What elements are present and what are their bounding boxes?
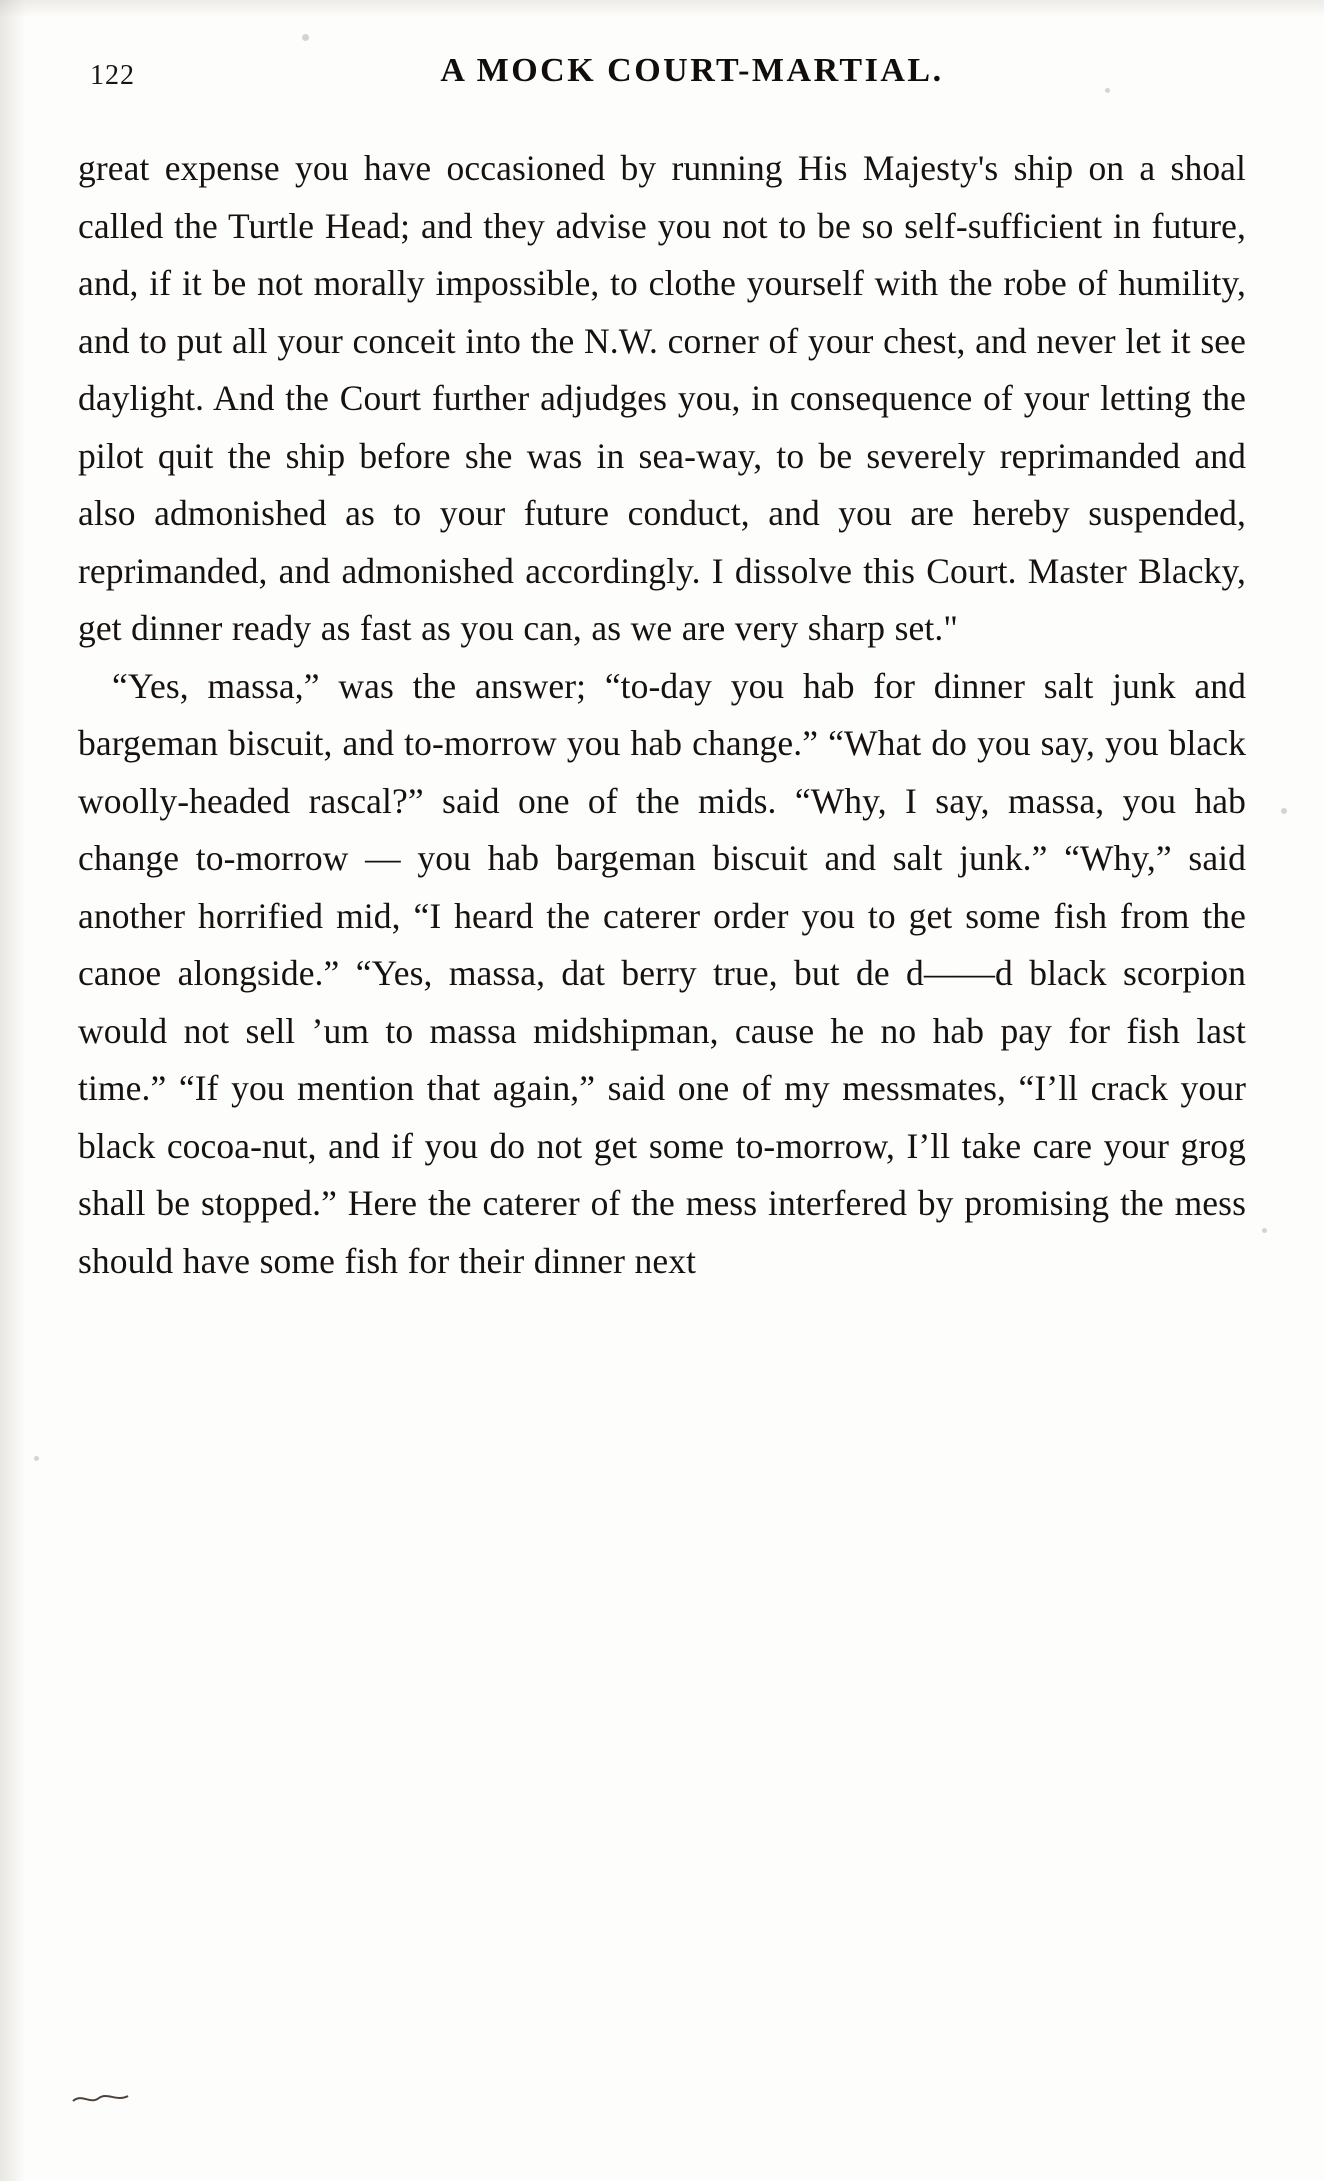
page-edge-shadow-top [0, 0, 1324, 18]
body-text-column [78, 140, 1246, 1290]
page-header [90, 52, 1234, 98]
paper-speck [1281, 808, 1287, 814]
paper-speck [1262, 1228, 1267, 1233]
paragraph: great expense you have occasioned by running His Majesty's ship on a shoal called the Turtle Head; and they advise you not to be so self-sufficient in future, and, if it be not morally impossible, to clothe yourself with the robe of humility, and to put all your conceit into the N.W. corner of your chest, and never let it see daylight. And the Court further adjudges you, in consequence of your letting the pilot quit the ship before she was in sea-way, to be severely reprimanded and also admonished as to your future conduct, and you are hereby suspended, reprimanded, and admonished accordingly. I dissolve this Court. Master Blacky, get dinner ready as fast as you can, as we are very sharp set." [78, 148, 1246, 648]
paper-speck [302, 34, 309, 41]
page-number: 122 [90, 60, 135, 91]
paragraph: “Yes, massa,” was the answer; “to-day you hab for dinner salt junk and bargeman biscuit, and to-morrow you hab change.” “What do you say, you black woolly-headed rascal?” said one of the mids. “Why, I say, massa, you hab change to-morrow — you hab bargeman biscuit and salt junk.” “Why,” said another horrified mid, “I heard the caterer order you to get some fish from the canoe alongside.” “Yes, massa, dat berry true, but de d——d black scorpion would not sell ’um to massa midshipman, cause he no hab pay for fish last time.” “If you mention that again,” said one of my messmates, “I’ll crack your black cocoa-nut, and if you do not get some to-morrow, I’ll take care your grog shall be stopped.” Here the caterer of the mess interfered by promising the mess should have some fish for their dinner next [78, 665, 1246, 1281]
page-edge-shadow-left [0, 0, 26, 2181]
page-tail-flourish [72, 2092, 130, 2106]
running-head-title: A MOCK COURT-MARTIAL. [440, 52, 944, 89]
paper-speck [34, 1456, 39, 1461]
